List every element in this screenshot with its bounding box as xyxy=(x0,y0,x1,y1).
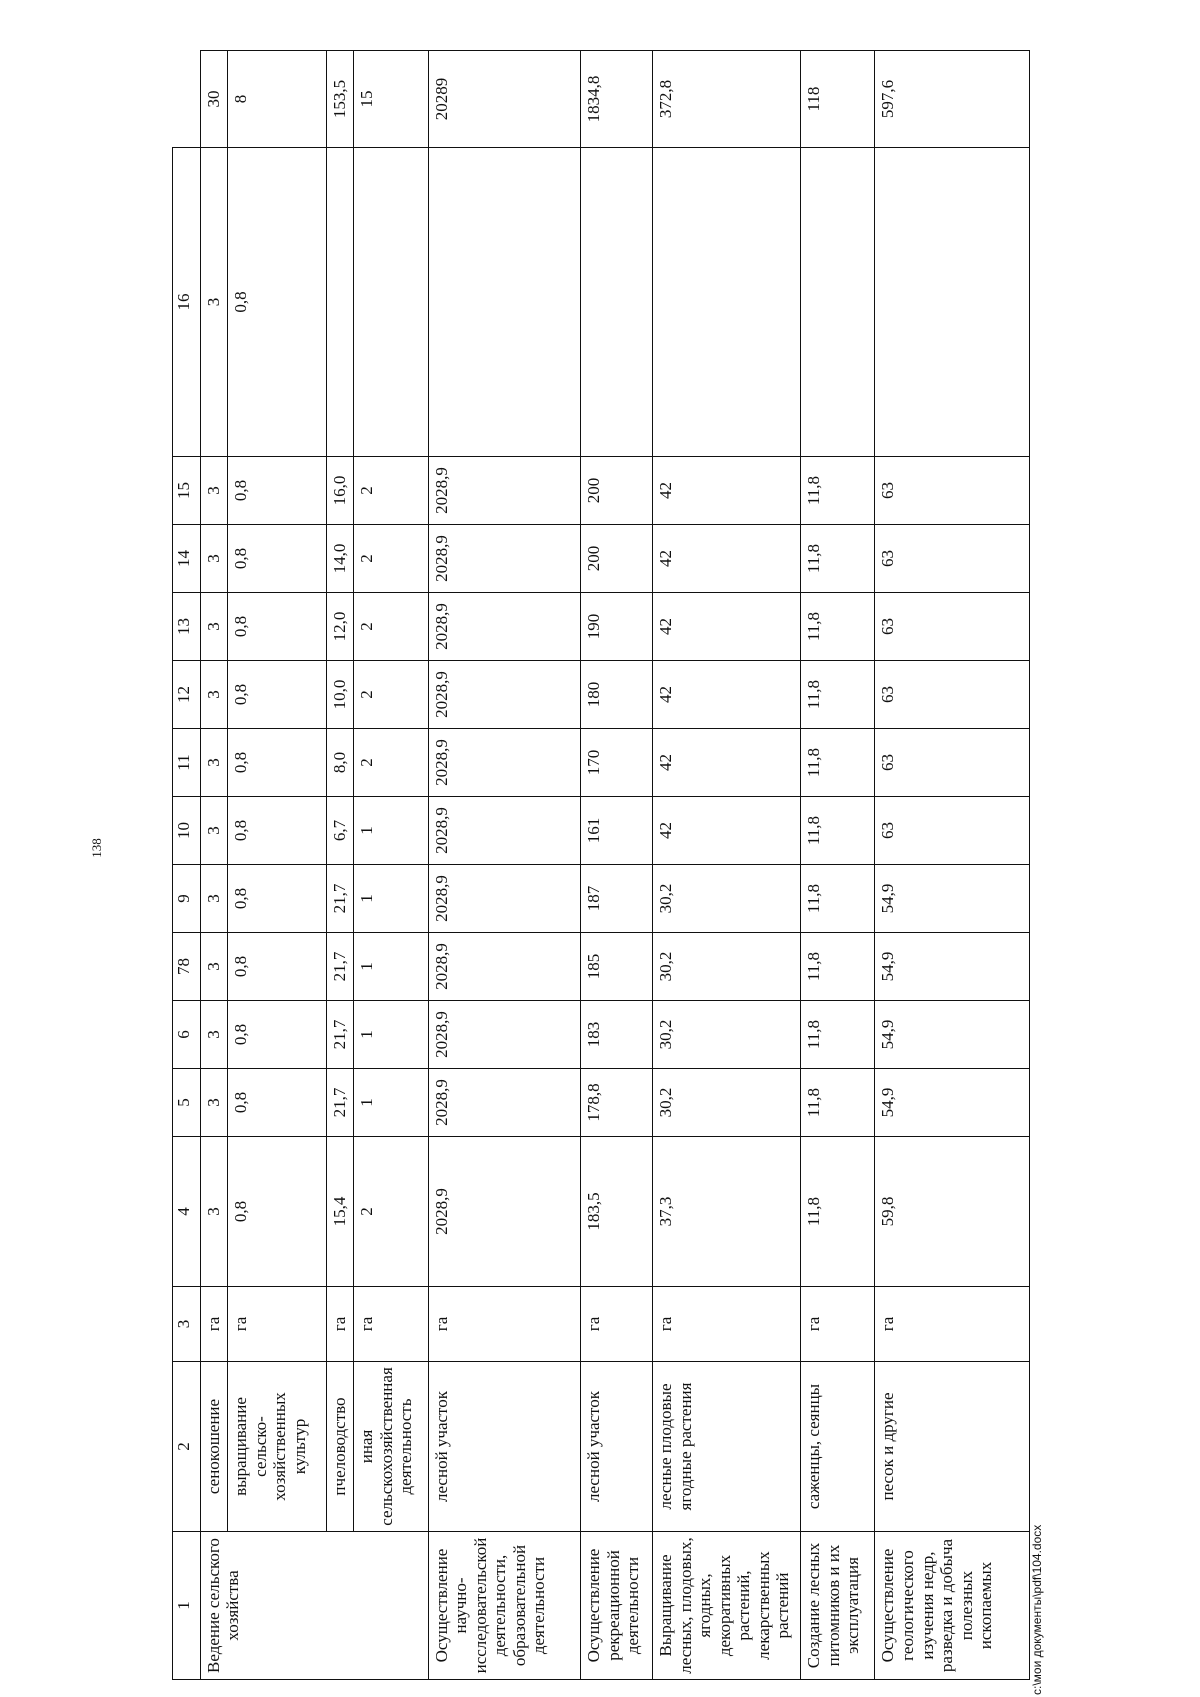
value-cell: 54,9 xyxy=(875,933,1030,1001)
value-cell: 59,8 xyxy=(875,1137,1030,1287)
unit-cell: га xyxy=(875,1287,1030,1362)
value-cell: 183,5 xyxy=(581,1137,653,1287)
header-cell: 3 xyxy=(173,1287,201,1362)
value-cell: 30,2 xyxy=(653,1001,801,1069)
header-row xyxy=(173,51,201,1680)
value-cell: 178,8 xyxy=(581,1069,653,1137)
value-cell: 21,7 xyxy=(327,1069,354,1137)
unit-cell: га xyxy=(653,1287,801,1362)
header-cell: 12 xyxy=(173,661,201,729)
value-cell: 2028,9 xyxy=(428,661,580,729)
value-cell: 3 xyxy=(200,593,227,661)
value-cell: 161 xyxy=(581,797,653,865)
value-cell: 180 xyxy=(581,661,653,729)
footer-file-path: c:\мои документы\pdf\104.docx xyxy=(1030,1524,1044,1695)
value-cell: 2028,9 xyxy=(428,865,580,933)
value-cell: 11,8 xyxy=(801,933,875,1001)
total-cell: 372,8 xyxy=(653,51,801,148)
table-row xyxy=(875,51,1030,1680)
value-cell: 200 xyxy=(581,457,653,525)
value-cell: 2028,9 xyxy=(428,1001,580,1069)
value-cell: 30,2 xyxy=(653,865,801,933)
unit-cell: га xyxy=(801,1287,875,1362)
value-cell: 1 xyxy=(354,933,428,1001)
value-cell xyxy=(875,148,1030,457)
value-cell: 183 xyxy=(581,1001,653,1069)
value-cell: 1 xyxy=(354,1001,428,1069)
header-cell: 15 xyxy=(173,457,201,525)
table-row xyxy=(428,51,580,1680)
value-cell: 37,3 xyxy=(653,1137,801,1287)
value-cell: 200 xyxy=(581,525,653,593)
group-label: Выращивание лесных, плодовых, ягодных, декоративных растений, лекарственных растений xyxy=(653,1532,801,1680)
value-cell xyxy=(428,148,580,457)
header-cell: 10 xyxy=(173,797,201,865)
value-cell: 42 xyxy=(653,525,801,593)
row-name: песок и другие xyxy=(875,1362,1030,1532)
value-cell: 2 xyxy=(354,457,428,525)
value-cell: 63 xyxy=(875,457,1030,525)
value-cell: 3 xyxy=(200,457,227,525)
value-cell: 15,4 xyxy=(327,1137,354,1287)
header-cell: 2 xyxy=(173,1362,201,1532)
total-cell: 153,5 xyxy=(327,51,354,148)
group-label: Ведение сельского хозяйства xyxy=(200,1532,428,1680)
value-cell: 21,7 xyxy=(327,933,354,1001)
value-cell: 187 xyxy=(581,865,653,933)
value-cell: 1 xyxy=(354,865,428,933)
value-cell: 3 xyxy=(200,729,227,797)
value-cell: 11,8 xyxy=(801,593,875,661)
value-cell: 21,7 xyxy=(327,865,354,933)
header-cell: 11 xyxy=(173,729,201,797)
header-cell: 14 xyxy=(173,525,201,593)
unit-cell: га xyxy=(327,1287,354,1362)
value-cell: 54,9 xyxy=(875,1069,1030,1137)
value-cell: 63 xyxy=(875,661,1030,729)
value-cell: 170 xyxy=(581,729,653,797)
total-cell: 8 xyxy=(228,51,327,148)
row-name: пчеловодство xyxy=(327,1362,354,1532)
page-number: 138 xyxy=(89,838,104,858)
table-row xyxy=(801,51,875,1680)
row-name: выращивание сельско-хозяйственных культур xyxy=(228,1362,327,1532)
row-name: саженцы, сеянцы xyxy=(801,1362,875,1532)
value-cell: 54,9 xyxy=(875,1001,1030,1069)
row-name: иная сельскохозяйственная деятельность xyxy=(354,1362,428,1532)
header-cell: 1 xyxy=(173,1532,201,1680)
value-cell: 0,8 xyxy=(228,729,327,797)
value-cell: 42 xyxy=(653,593,801,661)
value-cell: 3 xyxy=(200,797,227,865)
group-label: Создание лесных питомников и их эксплуатация xyxy=(801,1532,875,1680)
unit-cell: га xyxy=(200,1287,227,1362)
value-cell: 63 xyxy=(875,593,1030,661)
value-cell: 0,8 xyxy=(228,1001,327,1069)
value-cell: 2028,9 xyxy=(428,457,580,525)
total-cell: 597,6 xyxy=(875,51,1030,148)
value-cell: 3 xyxy=(200,1137,227,1287)
unit-cell: га xyxy=(428,1287,580,1362)
value-cell: 8,0 xyxy=(327,729,354,797)
header-cell: 13 xyxy=(173,593,201,661)
total-cell: 30 xyxy=(200,51,227,148)
total-cell: 118 xyxy=(801,51,875,148)
value-cell: 21,7 xyxy=(327,1001,354,1069)
value-cell: 2 xyxy=(354,729,428,797)
value-cell: 16,0 xyxy=(327,457,354,525)
value-cell: 6,7 xyxy=(327,797,354,865)
value-cell: 63 xyxy=(875,729,1030,797)
row-name: лесной участок xyxy=(428,1362,580,1532)
value-cell: 10,0 xyxy=(327,661,354,729)
value-cell: 11,8 xyxy=(801,457,875,525)
value-cell: 42 xyxy=(653,797,801,865)
value-cell: 11,8 xyxy=(801,797,875,865)
value-cell: 0,8 xyxy=(228,457,327,525)
value-cell: 42 xyxy=(653,457,801,525)
value-cell: 3 xyxy=(200,1001,227,1069)
value-cell: 63 xyxy=(875,525,1030,593)
total-cell: 1834,8 xyxy=(581,51,653,148)
value-cell: 30,2 xyxy=(653,1069,801,1137)
value-cell: 54,9 xyxy=(875,865,1030,933)
value-cell: 3 xyxy=(200,1069,227,1137)
value-cell xyxy=(653,148,801,457)
table-row xyxy=(581,51,653,1680)
header-cell: 4 xyxy=(173,1137,201,1287)
value-cell: 3 xyxy=(200,661,227,729)
value-cell: 1 xyxy=(354,797,428,865)
value-cell: 3 xyxy=(200,525,227,593)
value-cell: 2028,9 xyxy=(428,1069,580,1137)
value-cell: 2 xyxy=(354,525,428,593)
value-cell xyxy=(327,148,354,457)
group-label: Осуществление геологического изучения недр, разведка и добыча полезных ископаемых xyxy=(875,1532,1030,1680)
data-table-rotated xyxy=(172,50,1030,1680)
row-name: лесной участок xyxy=(581,1362,653,1532)
table-row xyxy=(200,51,227,1680)
data-table xyxy=(172,50,1030,1680)
value-cell: 42 xyxy=(653,729,801,797)
value-cell: 1 xyxy=(354,1069,428,1137)
value-cell: 190 xyxy=(581,593,653,661)
header-cell: 78 xyxy=(173,933,201,1001)
table-row xyxy=(653,51,801,1680)
value-cell: 0,8 xyxy=(228,148,327,457)
total-cell: 20289 xyxy=(428,51,580,148)
value-cell: 11,8 xyxy=(801,525,875,593)
value-cell: 11,8 xyxy=(801,661,875,729)
value-cell: 3 xyxy=(200,865,227,933)
value-cell: 42 xyxy=(653,661,801,729)
value-cell: 2028,9 xyxy=(428,729,580,797)
value-cell: 0,8 xyxy=(228,525,327,593)
value-cell: 3 xyxy=(200,933,227,1001)
value-cell: 0,8 xyxy=(228,797,327,865)
value-cell: 2028,9 xyxy=(428,933,580,1001)
value-cell: 0,8 xyxy=(228,933,327,1001)
table-row xyxy=(354,51,428,1680)
total-cell: 15 xyxy=(354,51,428,148)
value-cell: 11,8 xyxy=(801,865,875,933)
row-name: сенокошение xyxy=(200,1362,227,1532)
group-label: Осуществление научно-исследовательской деятельности, образовательной деятельности xyxy=(428,1532,580,1680)
value-cell: 0,8 xyxy=(228,593,327,661)
value-cell: 2028,9 xyxy=(428,1137,580,1287)
header-cell: 5 xyxy=(173,1069,201,1137)
unit-cell: га xyxy=(581,1287,653,1362)
header-cell: 6 xyxy=(173,1001,201,1069)
value-cell: 2028,9 xyxy=(428,525,580,593)
value-cell: 0,8 xyxy=(228,1069,327,1137)
value-cell: 11,8 xyxy=(801,1001,875,1069)
group-label: Осуществление рекреационной деятельности xyxy=(581,1532,653,1680)
value-cell: 0,8 xyxy=(228,661,327,729)
value-cell: 14,0 xyxy=(327,525,354,593)
unit-cell: га xyxy=(228,1287,327,1362)
value-cell: 2 xyxy=(354,593,428,661)
value-cell: 2 xyxy=(354,1137,428,1287)
value-cell xyxy=(354,148,428,457)
value-cell: 11,8 xyxy=(801,1069,875,1137)
unit-cell: га xyxy=(354,1287,428,1362)
value-cell: 12,0 xyxy=(327,593,354,661)
value-cell: 0,8 xyxy=(228,1137,327,1287)
header-cell: 9 xyxy=(173,865,201,933)
value-cell: 185 xyxy=(581,933,653,1001)
value-cell: 30,2 xyxy=(653,933,801,1001)
value-cell xyxy=(801,148,875,457)
value-cell: 0,8 xyxy=(228,865,327,933)
value-cell: 11,8 xyxy=(801,729,875,797)
value-cell: 11,8 xyxy=(801,1137,875,1287)
table-row xyxy=(327,51,354,1680)
table-row xyxy=(228,51,327,1680)
header-cell: 16 xyxy=(173,148,201,457)
value-cell: 2 xyxy=(354,661,428,729)
row-name: лесные плодовые ягодные растения xyxy=(653,1362,801,1532)
value-cell xyxy=(581,148,653,457)
value-cell: 2028,9 xyxy=(428,593,580,661)
value-cell: 3 xyxy=(200,148,227,457)
value-cell: 2028,9 xyxy=(428,797,580,865)
value-cell: 63 xyxy=(875,797,1030,865)
